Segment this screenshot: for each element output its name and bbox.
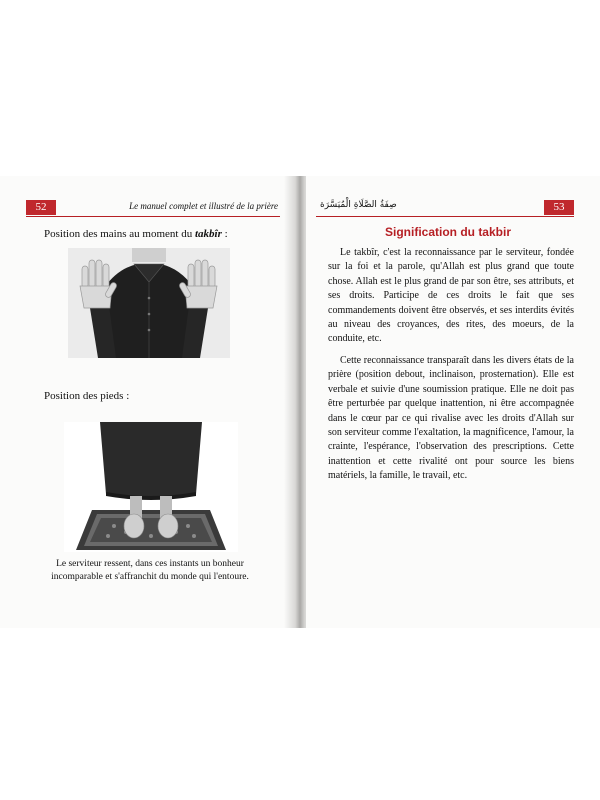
- left-page-header: [26, 200, 280, 217]
- photo-feet-on-rug: [64, 422, 238, 552]
- caption-feet: Position des pieds :: [44, 390, 130, 402]
- right-page-header: [316, 200, 574, 217]
- left-page: [0, 176, 294, 628]
- caption-hands-prefix: Position des mains au moment du: [44, 228, 195, 240]
- right-page: [306, 176, 600, 628]
- caption-hands: [44, 228, 228, 240]
- caption-hands-suffix: :: [221, 228, 228, 240]
- left-page-number: 52: [26, 200, 56, 215]
- right-running-title-arabic: صِفَةُ الصَّلَاةِ الْمُيَسَّرَة: [320, 200, 397, 210]
- caption-hands-term: takbîr: [194, 228, 222, 240]
- open-book-spread: [0, 176, 600, 628]
- paragraph-2: Cette reconnaissance transparaît dans les divers états de la prière (position debout, inclinaison, prosternation). Elle est verbale et suivie d'une soumission pratique. Elle ne doit pas être perturbée par quelque inattention, ni être accompagnée dans le cœur par ce qui rivalise avec les droits d'Allah sur son serviteur comme l'exaltation, la magnificence, l'amour, la crainte, l'espérance, l'observation des prescriptions. Cette inattention et cette rivalité ont pour source les biens matériels, la famille, le travail, etc.: [328, 355, 574, 482]
- paragraph-1: Le takbîr, c'est la reconnaissance par le serviteur, fondée sur la foi et la parole, qu'Allah est plus grand que toute chose. Allah est le plus grand de par son être, ses attributs, et ses droits. Participe de ces droits le fait que ses commandements doivent être observés, et ses interdits évités au niveau des croyances, des rites, des moeurs, de la conduite, etc.: [328, 247, 574, 345]
- section-title: Signification du takbir: [384, 225, 511, 239]
- photo-hands-raised: [68, 248, 230, 358]
- left-bottom-text: Le serviteur ressent, dans ces instants un bonheur incomparable et s'affranchit du monde qui l'entoure.: [51, 559, 249, 582]
- left-running-title: Le manuel complet et illustré de la prière: [129, 201, 278, 211]
- right-page-number: 53: [544, 200, 574, 215]
